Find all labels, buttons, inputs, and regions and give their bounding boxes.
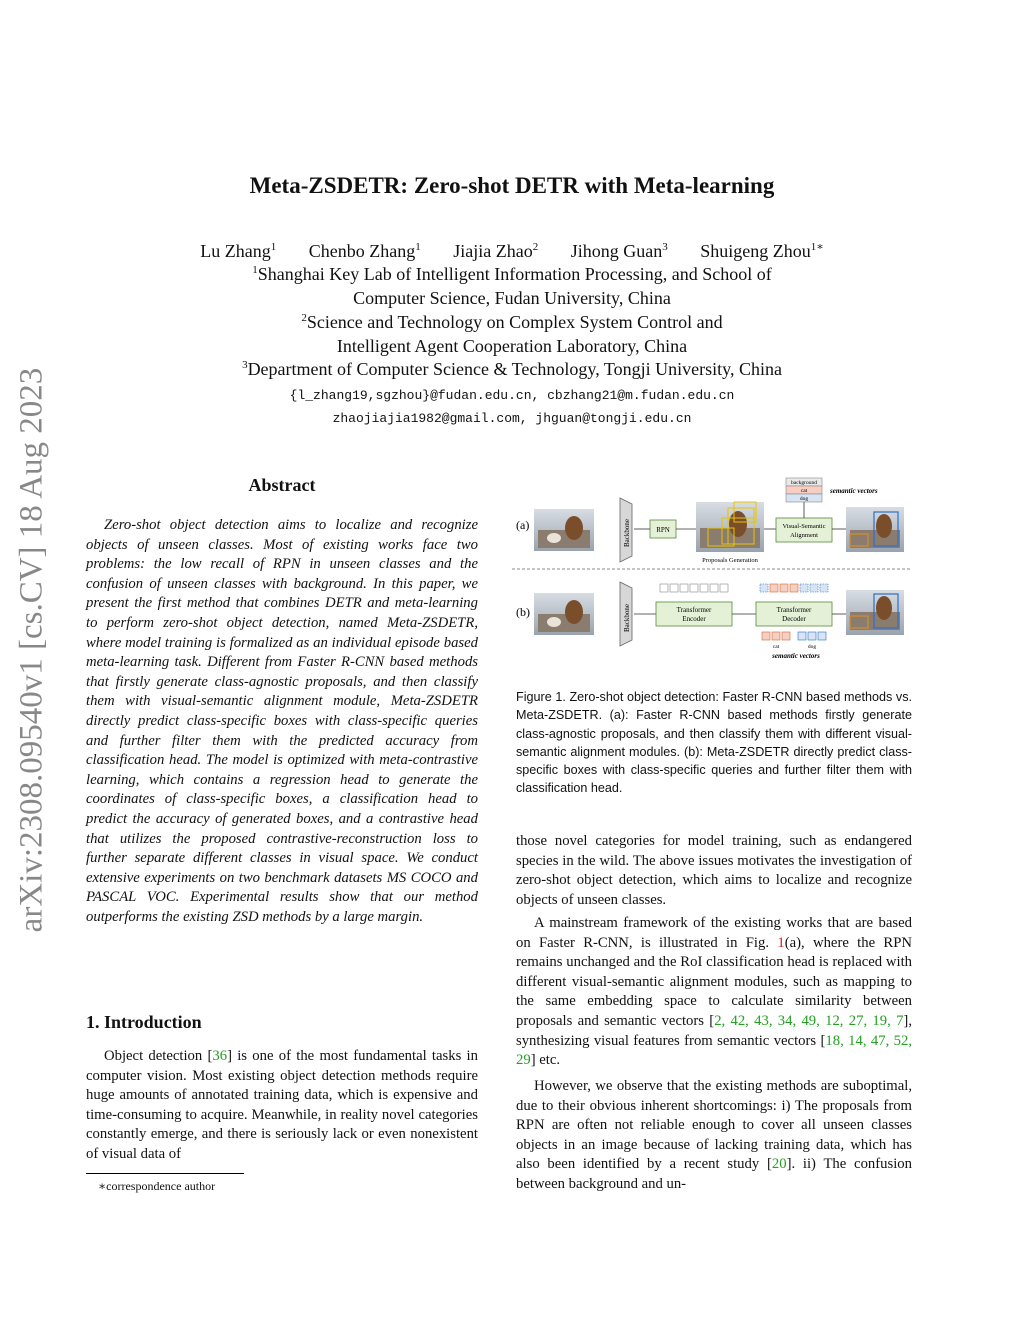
figure-1-caption: Figure 1. Zero-shot object detection: Faster R-CNN based methods vs. Meta-ZSDETR. (a): Faster R-CNN based methods firstly generate class-agnostic proposals, and then classify them with different visual-semantic alignment modules. (b): Meta-ZSDETR directly predict class-specific boxes with class-specific queries and further filter them with classification head. [516,690,912,796]
input-image-a [534,509,594,551]
transformer-encoder-block [656,602,732,626]
proposals-image [696,502,764,552]
backbone-block-b [620,582,632,646]
author: Jiajia Zhao$^2$ [453,241,539,261]
citation-link[interactable]: 36 [212,1048,228,1064]
svg-text:Backbone: Backbone [623,604,631,632]
transformer-decoder-block [756,602,832,626]
citation-link[interactable]: 2, 42, 43, 34, 49, 12, 27, 19, 7 [714,1012,904,1029]
rpn-block [650,520,676,538]
svg-text:dog: dog [799,496,809,502]
visual-semantic-alignment-block [776,518,832,542]
input-image-b [534,593,594,635]
svg-text:Encoder: Encoder [682,615,706,623]
section-heading-introduction: 1. Introduction [86,1012,202,1032]
output-image-b [846,590,904,635]
footnote-rule [86,1173,244,1174]
label-a: (a) [516,518,530,532]
paper-title: Meta-ZSDETR: Zero-shot DETR with Meta-learning [249,173,775,198]
abstract-text: Zero-shot object detection aims to localize and recognize objects of unseen classes. Most of existing works face two problems: the low recall of RPN in unseen classes and the confusion of unseen classes with background. In this paper, we present the first method that combines DETR and meta-learning to perform zero-shot object detection, named Meta-ZSDETR, where model training is formalized as an individual episode based meta-learning task. Different from Faster R-CNN based methods that firstly generate class-agnostic proposals, and then classify them with visual-semantic alignment module, Meta-ZSDETR directly predict class-specific boxes with class-specific queries and further filter them with the predicted accuracy from classification head. The model is optimized with meta-contrastive learning, which contains a regression head to generate the coordinates of class-specific boxes, a classification head to predict the accuracy of generated boxes, and a contrastive head that utilizes the proposed contrastive-reconstruction loss to further separate different classes in visual space. We conduct extensive experiments on two benchmark datasets MS COCO and PASCAL VOC. Experimental results show that our method outperforms the existing ZSD methods by a large margin. [86,517,478,925]
svg-text:Decoder: Decoder [782,615,806,623]
svg-text:background: background [791,480,817,486]
author: Chenbo Zhang$^1$ [308,241,421,261]
arxiv-sidebar [2,350,62,950]
svg-text:Alignment: Alignment [790,532,818,539]
svg-text:Transformer: Transformer [776,606,812,614]
affiliation-3: $^3$Department of Computer Science & Technology, Tongji University, China [242,359,782,379]
svg-text:semantic vectors: semantic vectors [830,487,878,495]
output-image-a [846,507,904,552]
right-paragraph-1: those novel categories for model training, such as endangered species in the wild. The above issues motivates the investigation of zero-shot object detection, which aims to localize and recognize objects of unseen classes. [516,833,912,908]
footnote: ∗correspondence author [98,1179,216,1193]
affiliation-1: $^1$Shanghai Key Lab of Intelligent Information Processing, and School of [252,264,772,284]
svg-text:cat: cat [772,644,780,650]
label-b: (b) [516,605,530,619]
svg-text:RPN: RPN [656,526,670,534]
email-line-1: {l_zhang19,sgzhou}@fudan.edu.cn, cbzhang21@m.fudan.edu.cn [289,388,735,403]
svg-text:Backbone: Backbone [623,519,631,547]
citation-link[interactable]: 20 [771,1156,787,1173]
encoder-tokens [660,584,728,592]
svg-text:semantic vectors: semantic vectors [772,652,820,660]
svg-text:dog: dog [807,644,817,650]
svg-text:Transformer: Transformer [676,606,712,614]
svg-text:Proposals Generation: Proposals Generation [702,557,758,564]
decoder-tokens-bottom [762,632,826,660]
author-list [0,240,1024,262]
right-paragraph-2: A mainstream framework of the existing works that are based on Faster R-CNN, is illustrated in Fig. 1(a), where the RPN remains unchanged and the RoI classification head is replaced with different visual-semantic alignment modules, such as mapping to the same embedding space to calculate similarity between proposals and semantic vectors [2, 42, 43, 34, 49, 12, 27, 19, 7], synthesizing visual features from semantic vectors [18, 14, 47, 52, 29] etc. [516,915,912,1069]
affiliation-2-cont: Intelligent Agent Cooperation Laboratory, China [336,336,688,356]
svg-text:cat: cat [800,488,808,494]
affiliation-1-cont: Computer Science, Fudan University, China [353,288,671,308]
citation-link[interactable]: 18, 14, 47, 52, 29 [516,1032,912,1069]
abstract-heading: Abstract [248,475,316,495]
svg-text:Visual-Semantic: Visual-Semantic [782,523,826,530]
intro-paragraph: Object detection [36] is one of the most fundamental tasks in computer vision. Most existing object detection methods require huge amounts of annotated training data, which is expensive and time-consuming to acquire. Meanwhile, in reality novel categories constantly emerge, and there is seriously lack or even nonexistent of visual data of [86,1048,478,1162]
figure-ref-link[interactable]: 1 [777,934,785,951]
right-paragraph-3: However, we observe that the existing methods are suboptimal, due to their obvious inherent shortcomings: i) The proposals from RPN are often not reliable enough to cover all unseen classes objects in an image because of lacking training data, which has also been identified by a recent study [20]. ii) The confusion between background and un- [516,1078,912,1192]
author: Shuigeng Zhou$^{1∗}$ [700,241,824,261]
figure-1-diagram [512,472,912,667]
author: Lu Zhang$^1$ [200,241,277,261]
backbone-block-a [620,498,632,562]
affiliation-2: $^2$Science and Technology on Complex System Control and [301,312,723,332]
email-line-2: zhaojiajia1982@gmail.com, jhguan@tongji.edu.cn [332,411,692,426]
author: Jihong Guan$^3$ [570,241,668,261]
arxiv-id: arXiv:2308.09540v1 [cs.CV] 18 Aug 2023 [13,367,50,933]
decoder-tokens-top [760,584,828,592]
